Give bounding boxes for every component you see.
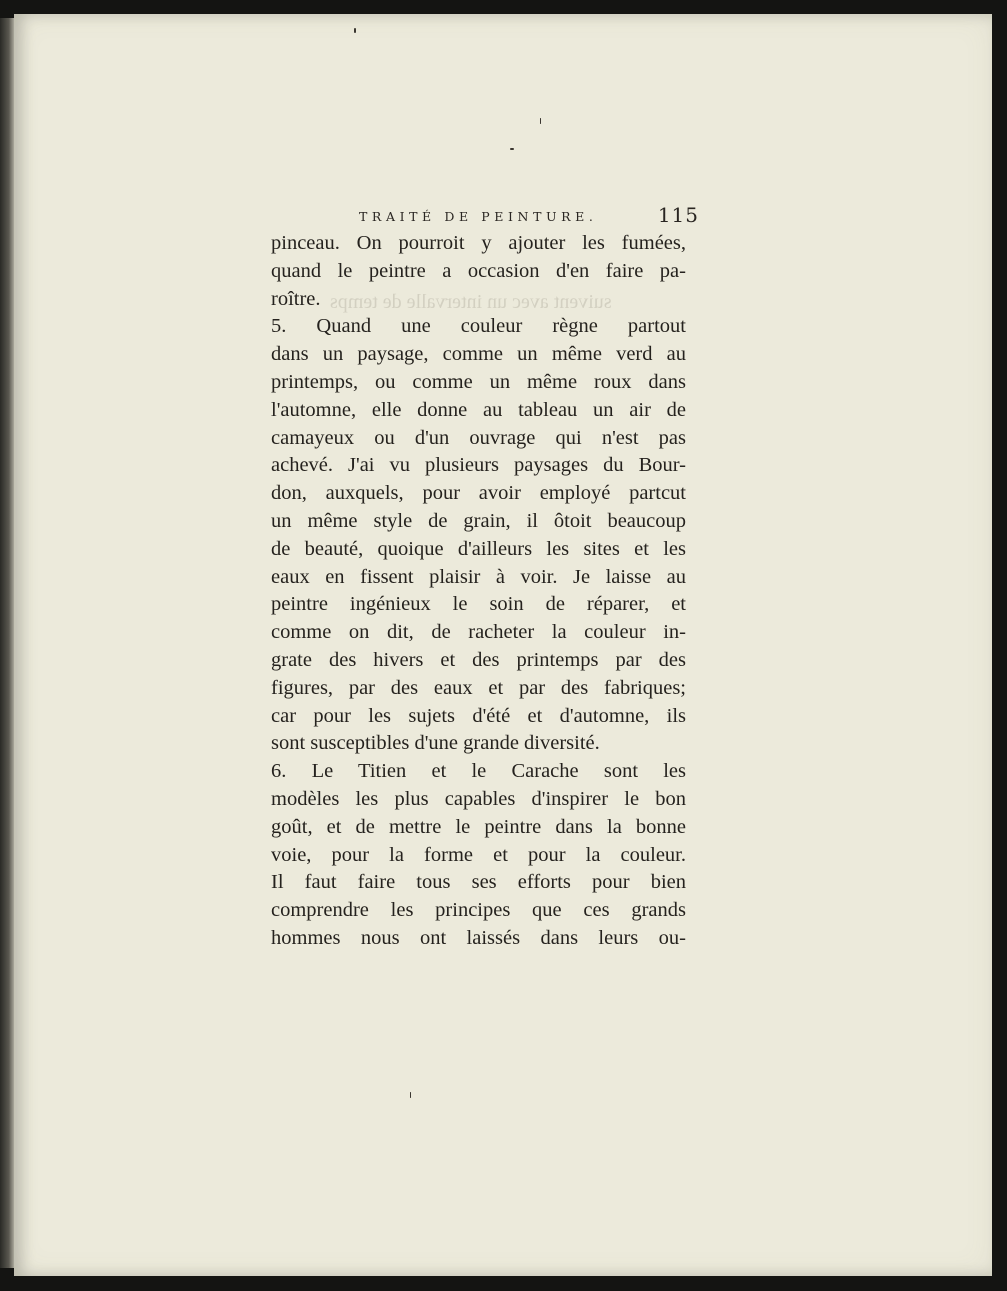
- text-line: dans un paysage, comme un même verd au: [271, 343, 686, 366]
- text-line: figures, par des eaux et par des fabriques;: [271, 676, 686, 699]
- text-line: achevé. J'ai vu plusieurs paysages du Bour-: [271, 454, 686, 477]
- text-line: de beauté, quoique d'ailleurs les sites et les: [271, 537, 686, 560]
- page-number: 115: [657, 203, 699, 227]
- body-text: [271, 230, 686, 953]
- text-line: don, auxquels, pour avoir employé partcut: [271, 482, 686, 505]
- ink-speck: [540, 118, 541, 124]
- text-line: goût, et de mettre le peintre dans la bonne: [271, 815, 686, 838]
- ink-speck: [510, 148, 514, 150]
- text-line: comme on dit, de racheter la couleur in-: [271, 621, 686, 644]
- running-title: TRAITÉ DE PEINTURE.: [359, 209, 598, 224]
- text-line: voie, pour la forme et pour la couleur.: [271, 843, 686, 866]
- text-line: modèles les plus capables d'inspirer le bon: [271, 787, 686, 810]
- text-line: hommes nous ont laissés dans leurs ou-: [271, 926, 686, 949]
- bleed-through-text: suivent avec un intervalle de temps: [330, 291, 612, 313]
- text-line: grate des hivers et des printemps par des: [271, 648, 686, 671]
- text-line: l'automne, elle donne au tableau un air de: [271, 398, 686, 421]
- text-line: comprendre les principes que ces grands: [271, 899, 686, 922]
- text-line: printemps, ou comme un même roux dans: [271, 370, 686, 393]
- text-line: roître.: [271, 287, 321, 310]
- text-line: eaux en fissent plaisir à voir. Je laisse au: [271, 565, 686, 588]
- text-line: 6. Le Titien et le Carache sont les: [271, 760, 686, 783]
- text-line: quand le peintre a occasion d'en faire pa-: [271, 259, 686, 282]
- text-line: car pour les sujets d'été et d'automne, ils: [271, 704, 686, 727]
- text-line: sont susceptibles d'une grande diversité.: [271, 732, 600, 755]
- ink-speck: [410, 1092, 411, 1098]
- text-line: un même style de grain, il ôtoit beaucoup: [271, 509, 686, 532]
- text-line: pinceau. On pourroit y ajouter les fumées,: [271, 232, 686, 254]
- text-line: peintre ingénieux le soin de réparer, et: [271, 593, 686, 616]
- text-line: Il faut faire tous ses efforts pour bien: [271, 871, 686, 894]
- text-line: 5. Quand une couleur règne partout: [271, 315, 686, 338]
- running-header: [359, 203, 699, 229]
- text-line: camayeux ou d'un ouvrage qui n'est pas: [271, 426, 686, 449]
- ink-speck: [354, 28, 356, 33]
